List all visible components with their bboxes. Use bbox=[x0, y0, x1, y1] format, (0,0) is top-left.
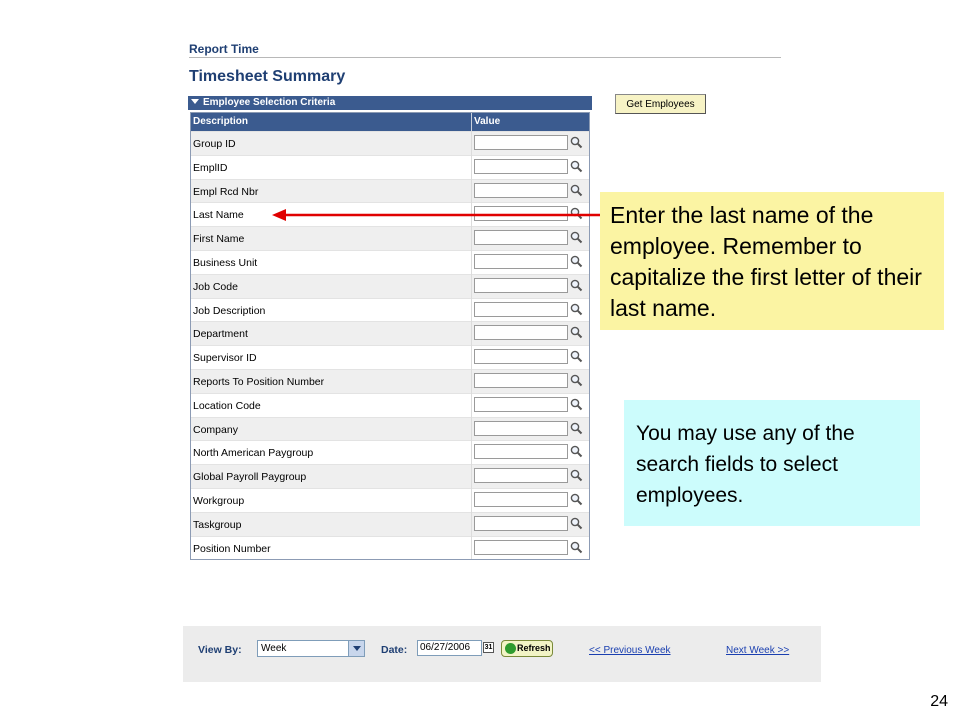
table-row bbox=[191, 155, 589, 179]
arrow-pointer-icon bbox=[270, 205, 610, 225]
criteria-value-input[interactable] bbox=[474, 468, 568, 483]
criteria-value-input[interactable] bbox=[474, 325, 568, 340]
row-description: Taskgroup bbox=[193, 518, 242, 531]
date-input[interactable]: 06/27/2006 bbox=[417, 640, 482, 656]
row-description: Job Code bbox=[193, 280, 238, 293]
criteria-value-input[interactable] bbox=[474, 540, 568, 555]
refresh-icon bbox=[505, 643, 516, 654]
magnifier-icon[interactable] bbox=[570, 160, 583, 173]
table-row bbox=[191, 417, 589, 441]
next-week-link[interactable]: Next Week >> bbox=[726, 645, 790, 656]
table-row bbox=[191, 393, 589, 417]
magnifier-icon[interactable] bbox=[570, 422, 583, 435]
magnifier-icon[interactable] bbox=[570, 398, 583, 411]
criteria-value-input[interactable] bbox=[474, 254, 568, 269]
magnifier-icon[interactable] bbox=[570, 374, 583, 387]
magnifier-icon[interactable] bbox=[570, 184, 583, 197]
grid-rows bbox=[191, 131, 589, 559]
chevron-down-icon[interactable] bbox=[348, 641, 364, 656]
row-description: Business Unit bbox=[193, 256, 258, 269]
magnifier-icon[interactable] bbox=[570, 445, 583, 458]
magnifier-icon[interactable] bbox=[570, 255, 583, 268]
table-row bbox=[191, 250, 589, 274]
row-description: Reports To Position Number bbox=[193, 375, 325, 388]
date-label: Date: bbox=[381, 644, 408, 656]
criteria-value-input[interactable] bbox=[474, 302, 568, 317]
view-by-value: Week bbox=[261, 643, 287, 654]
table-row bbox=[191, 536, 589, 560]
refresh-label: Refresh bbox=[517, 643, 551, 653]
table-row bbox=[191, 345, 589, 369]
row-description: First Name bbox=[193, 233, 245, 246]
row-description: Supervisor ID bbox=[193, 352, 257, 365]
calendar-icon[interactable]: 31 bbox=[484, 644, 493, 651]
magnifier-icon[interactable] bbox=[570, 541, 583, 554]
section-header[interactable] bbox=[188, 96, 592, 110]
table-row bbox=[191, 440, 589, 464]
row-description: Department bbox=[193, 328, 248, 341]
table-row bbox=[191, 226, 589, 250]
row-description: North American Paygroup bbox=[193, 447, 314, 460]
table-row bbox=[191, 488, 589, 512]
column-header-value: Value bbox=[474, 116, 501, 127]
table-row bbox=[191, 131, 589, 155]
magnifier-icon[interactable] bbox=[570, 231, 583, 244]
row-description: Global Payroll Paygroup bbox=[193, 471, 307, 484]
criteria-value-input[interactable] bbox=[474, 183, 568, 198]
table-row bbox=[191, 274, 589, 298]
criteria-value-input[interactable] bbox=[474, 397, 568, 412]
criteria-value-input[interactable] bbox=[474, 159, 568, 174]
row-description: Company bbox=[193, 423, 238, 436]
view-by-select[interactable] bbox=[257, 640, 365, 657]
row-description: Position Number bbox=[193, 542, 271, 555]
row-description: Location Code bbox=[193, 399, 261, 412]
view-toolbar bbox=[183, 626, 821, 682]
breadcrumb: Report Time bbox=[189, 42, 259, 56]
grid-header bbox=[191, 113, 589, 131]
criteria-value-input[interactable] bbox=[474, 444, 568, 459]
column-header-description: Description bbox=[193, 116, 249, 127]
table-row bbox=[191, 512, 589, 536]
row-description: Workgroup bbox=[193, 494, 245, 507]
criteria-value-input[interactable] bbox=[474, 421, 568, 436]
criteria-value-input[interactable] bbox=[474, 230, 568, 245]
criteria-value-input[interactable] bbox=[474, 373, 568, 388]
row-description: Empl Rcd Nbr bbox=[193, 185, 259, 198]
page-number: 24 bbox=[930, 693, 948, 710]
criteria-value-input[interactable] bbox=[474, 349, 568, 364]
search-fields-callout: You may use any of the search fields to select employees. bbox=[624, 400, 920, 526]
breadcrumb-divider bbox=[189, 57, 781, 58]
magnifier-icon[interactable] bbox=[570, 350, 583, 363]
row-description: Last Name bbox=[193, 209, 244, 222]
magnifier-icon[interactable] bbox=[570, 493, 583, 506]
magnifier-icon[interactable] bbox=[570, 136, 583, 149]
magnifier-icon[interactable] bbox=[570, 517, 583, 530]
table-row bbox=[191, 321, 589, 345]
collapse-triangle-icon[interactable] bbox=[191, 99, 199, 104]
criteria-value-input[interactable] bbox=[474, 135, 568, 150]
magnifier-icon[interactable] bbox=[570, 326, 583, 339]
row-description: Group ID bbox=[193, 138, 236, 150]
page-title: Timesheet Summary bbox=[189, 68, 346, 85]
magnifier-icon[interactable] bbox=[570, 279, 583, 292]
criteria-grid bbox=[190, 112, 590, 560]
last-name-callout: Enter the last name of the employee. Remember to capitalize the first letter of their last name. bbox=[600, 192, 944, 330]
magnifier-icon[interactable] bbox=[570, 303, 583, 316]
criteria-value-input[interactable] bbox=[474, 516, 568, 531]
table-row bbox=[191, 179, 589, 203]
magnifier-icon[interactable] bbox=[570, 469, 583, 482]
refresh-button[interactable] bbox=[501, 640, 553, 657]
row-description: Job Description bbox=[193, 304, 266, 317]
get-employees-button[interactable]: Get Employees bbox=[615, 94, 706, 114]
section-title: Employee Selection Criteria bbox=[203, 97, 336, 108]
table-row bbox=[191, 464, 589, 488]
previous-week-link[interactable]: << Previous Week bbox=[589, 645, 671, 656]
table-row bbox=[191, 369, 589, 393]
row-description: EmplID bbox=[193, 161, 228, 174]
view-by-label: View By: bbox=[198, 644, 242, 656]
table-row bbox=[191, 298, 589, 322]
criteria-value-input[interactable] bbox=[474, 278, 568, 293]
criteria-value-input[interactable] bbox=[474, 492, 568, 507]
